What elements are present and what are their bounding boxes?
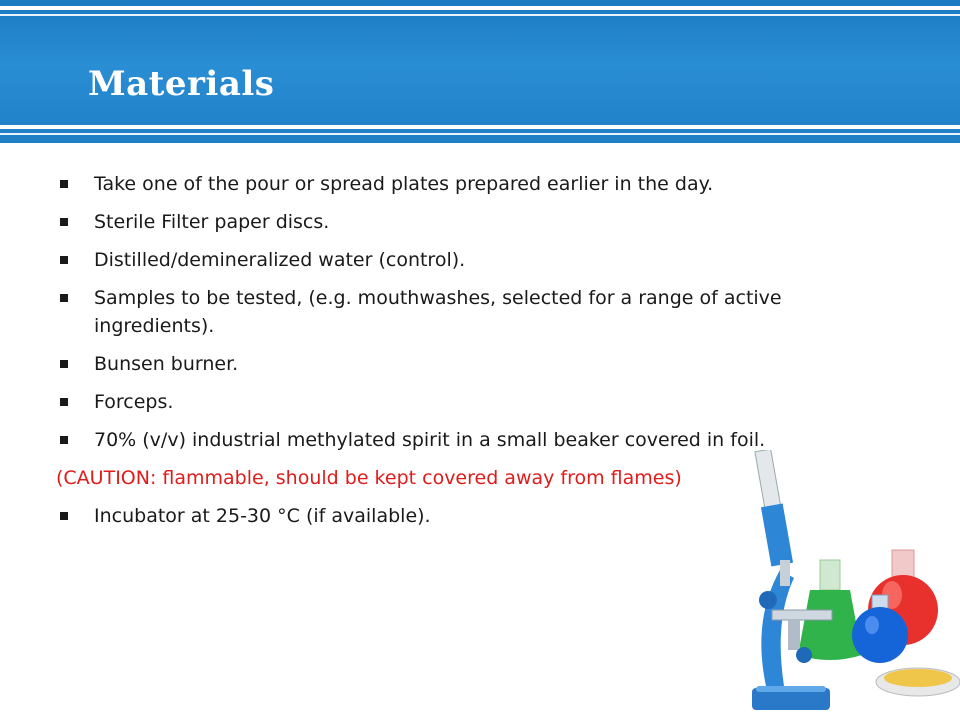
bullet-icon (60, 512, 68, 520)
list-item (56, 170, 886, 198)
list-item-text: Samples to be tested, (e.g. mouthwashes, selected for a range of active ingredients). (94, 287, 782, 337)
petri-dish-icon (876, 668, 960, 696)
header-stripe (0, 125, 960, 129)
header-stripe (0, 14, 960, 16)
header-stripe (0, 6, 960, 10)
header-stripe (0, 133, 960, 135)
list-item-text: Forceps. (94, 391, 174, 413)
list-item-text: Distilled/demineralized water (control). (94, 249, 466, 271)
bullet-icon (60, 218, 68, 226)
list-item (56, 388, 886, 416)
list-item (56, 350, 886, 378)
list-item-text: Bunsen burner. (94, 353, 239, 375)
list-item-text: Take one of the pour or spread plates prepared earlier in the day. (94, 173, 714, 195)
list-item (56, 208, 886, 236)
lab-equipment-illustration (732, 450, 960, 720)
bullet-icon (60, 294, 68, 302)
bullet-icon (60, 360, 68, 368)
caution-text: (CAUTION: flammable, should be kept covered away from flames) (56, 467, 682, 489)
bullet-icon (60, 436, 68, 444)
bullet-icon (60, 180, 68, 188)
bullet-icon (60, 256, 68, 264)
list-item (56, 284, 886, 340)
list-item-text: 70% (v/v) industrial methylated spirit in a small beaker covered in foil. (94, 429, 766, 451)
list-item-text: Sterile Filter paper discs. (94, 211, 330, 233)
bullet-icon (60, 398, 68, 406)
slide-title: Materials (88, 64, 275, 104)
list-item-text: Incubator at 25-30 °C (if available). (94, 505, 431, 527)
list-item (56, 246, 886, 274)
header-banner (0, 0, 960, 143)
